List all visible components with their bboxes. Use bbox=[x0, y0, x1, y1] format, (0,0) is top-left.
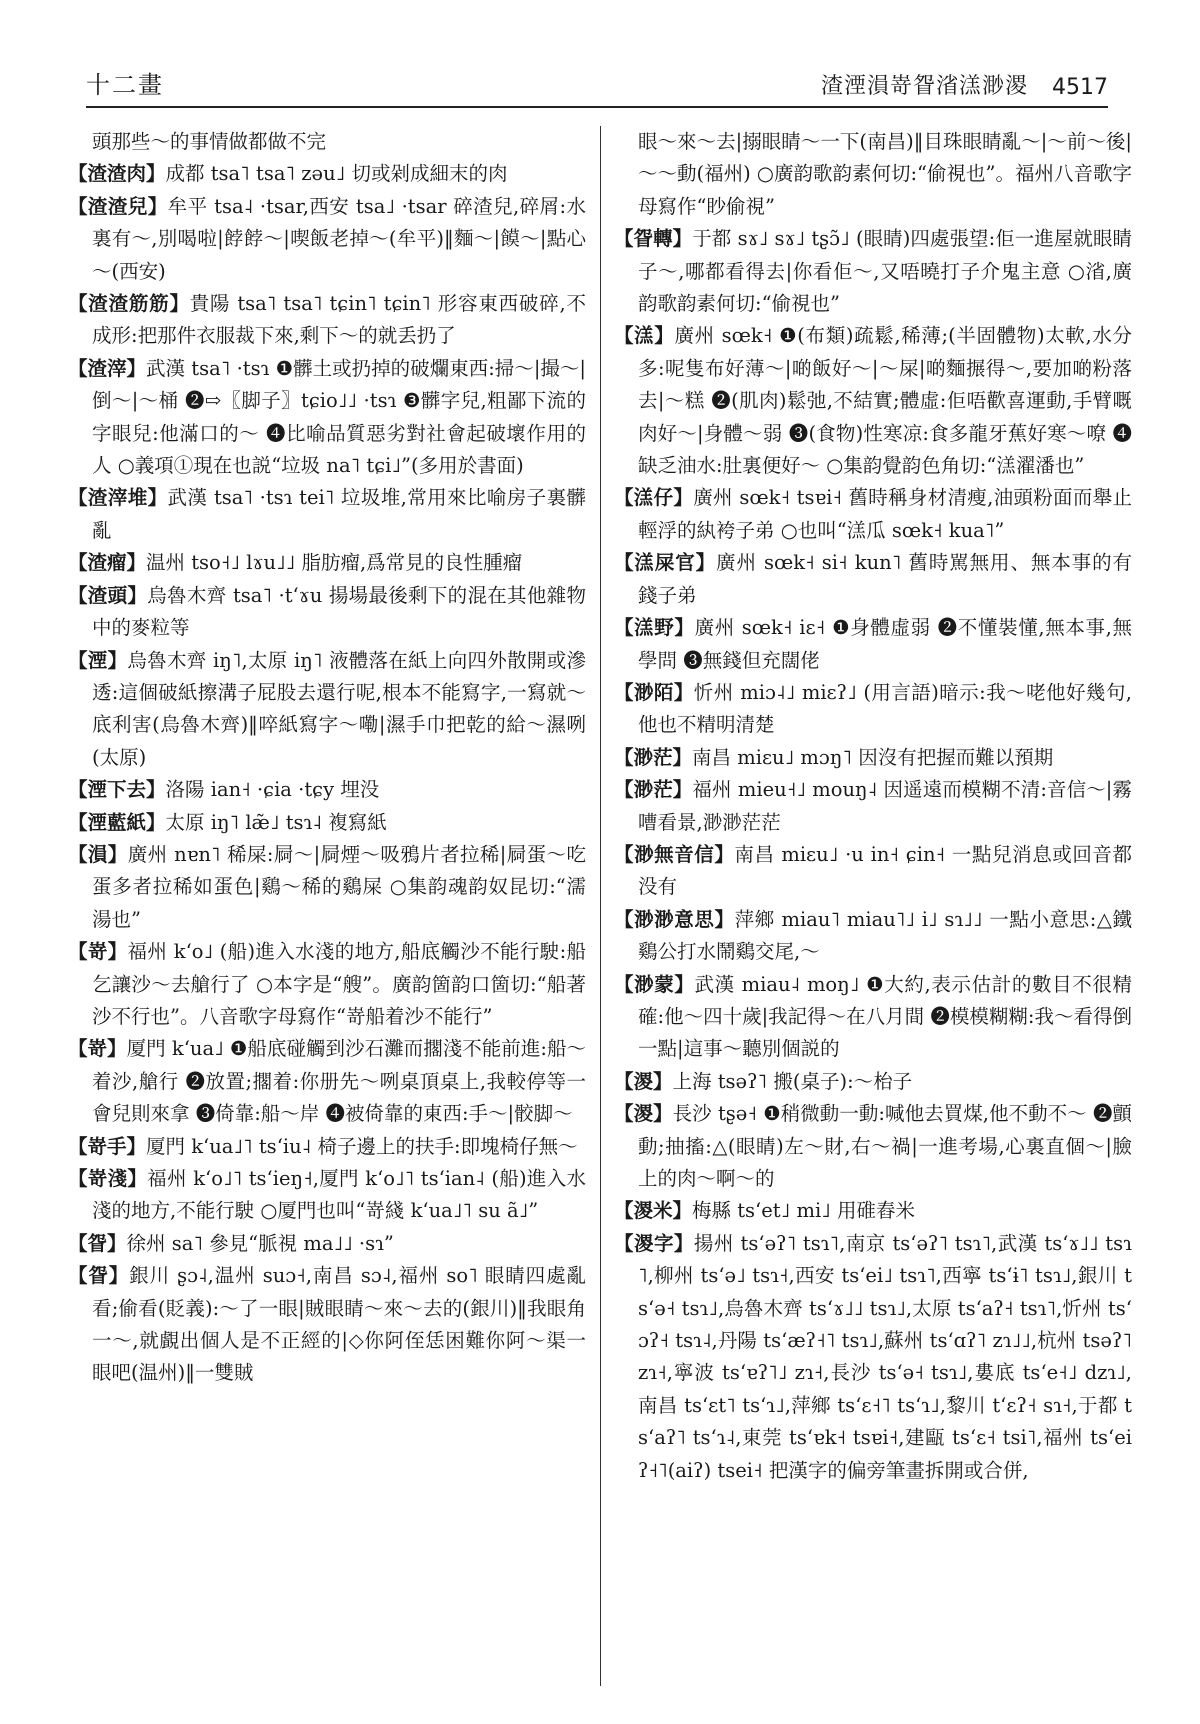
entry-definition: 梅縣 tsʻet˩ mi˩ 用碓舂米 bbox=[692, 1199, 915, 1223]
entry-headword: 【湮藍紙】 bbox=[68, 810, 166, 834]
entry-headword: 【溭】 bbox=[614, 1102, 673, 1126]
entry-definition: 南昌 miɛu˩ ·u in˧ ɕin˧ 一點兒消息或回音都没有 bbox=[638, 842, 1132, 899]
dictionary-entry bbox=[68, 839, 586, 936]
entry-headword: 【溭】 bbox=[614, 1069, 673, 1093]
dictionary-entry bbox=[68, 288, 586, 353]
dictionary-entry bbox=[614, 904, 1132, 969]
entry-definition: 温州 tso˧˩ lɤu˩˩ 脂肪瘤,爲常見的良性腫瘤 bbox=[146, 551, 523, 575]
dictionary-entry bbox=[614, 1228, 1132, 1487]
page-number: 4517 bbox=[1052, 75, 1108, 100]
columns bbox=[68, 126, 1132, 1724]
entry-definition: 揚州 tsʻəʔ˥ tsɿ˥,南京 tsʻəʔ˥ tsɿ˥,武漢 tsʻɤ˩˩ tsɿ˥,柳州 tsʻə˩ tsɿ˧,西安 tsʻei˩ tsɿ˥,西寧 tsʻɨ˥ tsɿ˩,銀川 tsʻə˧ tsɿ˩,烏魯木齊 tsʻɤ˩˩ tsɿ˩,太原 tsʻaʔ˧ tsɿ˥,忻州 tsʻɔʔ˧ tsɿ˨,丹陽 tsʻæʔ˧˥ tsɿ˩,蘇州 tsʻɑʔ˥ zɿ˩˩,杭州 tsəʔ˥ zɿ˧,寧波 tsʻɐʔ˥˩ zɿ˧,長沙 tsʻə˧ tsɿ˩,婁底 tsʻe˧˩ dzɿ˩,南昌 tsʻɛt˥ tsʻɿ˩,萍鄉 tsʻɛ˧˥ tsʻɿ˩,黎川 tʻɛʔ˧ sɿ˧,于都 tsʻaʔ˥ tsʻɿ˨,東莞 tsʻɐk˧ tsɐi˧,建甌 tsʻɛ˧ tsi˥,福州 tsʻeiʔ˧˥(aiʔ) tsei˧ 把漢字的偏旁筆畫拆開或合併, bbox=[638, 1231, 1132, 1482]
dictionary-entry bbox=[614, 547, 1132, 612]
dictionary-entry bbox=[68, 1260, 586, 1390]
entry-definition: 眼～來～去|搦眼睛～一下(南昌)‖目珠眼睛亂～|～前～後|～～動(福州) ○廣韵歌韵素何切:“偷視也”。福州八音歌字母寫作“眇偷視” bbox=[638, 130, 1132, 218]
entry-definition: 廣州 sœk˧ si˧ kun˥ 舊時駡無用、無本事的有錢子弟 bbox=[638, 551, 1132, 607]
dictionary-entry bbox=[68, 1131, 586, 1163]
right-column bbox=[614, 126, 1132, 1686]
entry-definition: 萍鄉 miau˥ miau˥˩ i˩ sɿ˩˩ 一點小意思:△鐵鷄公打水鬧鷄交尾,～ bbox=[638, 907, 1132, 964]
entry-definition: 武漢 tsa˥ ·tsɿ ❶髒土或扔掉的破爛東西:掃～|撮～|倒～|～桶 ❷⇨〖脚子〗tɕio˩˩ ·tsɿ ❸髒字兒,粗鄙下流的字眼兒:他滿口的～ ❹比喻品質惡劣對社會起破壞作用的人 ○義項①現在也説“垃圾 na˥ tɕi˩”(多用於書面) bbox=[92, 356, 586, 478]
entry-definition: 廣州 nɐn˥ 稀屎:屙～|屙煙～吸鴉片者拉稀|屙蛋～吃蛋多者拉稀如蛋色|鷄～稀的鷄屎 ○集韵魂韵奴昆切:“濡湯也” bbox=[92, 842, 586, 931]
dictionary-entry bbox=[68, 807, 586, 839]
entry-headword: 【溔】 bbox=[614, 324, 675, 348]
entry-headword: 【溭米】 bbox=[614, 1199, 693, 1223]
entry-definition: 徐州 sa˥ 參見“脈視 ma˩˩ ·sɿ” bbox=[126, 1231, 394, 1255]
dictionary-entry bbox=[614, 223, 1132, 320]
entry-headword: 【眢】 bbox=[68, 1264, 130, 1288]
entry-definition: 武漢 tsa˥ ·tsɿ tei˥ 垃圾堆,常用來比喻房子裏髒亂 bbox=[92, 486, 586, 542]
entry-headword: 【渺茫】 bbox=[614, 778, 693, 802]
entry-definition: 長沙 tʂə˧ ❶稍微動一動:喊他去買煤,他不動不～ ❷顫動;抽搐:△(眼睛)左～財,右～禍|一進考場,心裏直個～|臉上的肉～啊～的 bbox=[638, 1102, 1132, 1190]
page-header bbox=[86, 62, 1108, 108]
entry-headword: 【渣渣兒】 bbox=[68, 194, 168, 218]
dictionary-entry bbox=[614, 742, 1132, 774]
entry-definition: 福州 mieu˧˩ mouŋ˨ 因遥遠而模糊不清:音信～|霧嘈看景,渺渺茫茫 bbox=[638, 778, 1132, 834]
column-divider bbox=[600, 126, 601, 1686]
entry-headword: 【渣渣筋筋】 bbox=[68, 292, 190, 316]
entry-headword: 【溔屎官】 bbox=[614, 551, 717, 575]
dictionary-entry bbox=[614, 482, 1132, 547]
dictionary-entry bbox=[614, 1195, 1132, 1227]
entry-definition: 廣州 sœk˧ tsɐi˧ 舊時稱身材清瘦,油頭粉面而舉止輕浮的紈袴子弟 ○也叫“溔瓜 sœk˧ kua˥” bbox=[638, 486, 1132, 542]
entry-headword: 【眢轉】 bbox=[614, 227, 693, 251]
entry-headword: 【嵜】 bbox=[68, 1037, 127, 1061]
entry-headword: 【渣瘤】 bbox=[68, 551, 147, 575]
entry-definition: 武漢 miau˨ moŋ˩ ❶大約,表示估計的數目不很精確:他～四十歲|我記得～在八月間 ❷模模糊糊:我～看得倒一點|這事～聽別個説的 bbox=[638, 972, 1132, 1061]
entry-headword: 【溔野】 bbox=[614, 616, 695, 640]
entry-headword: 【渺陌】 bbox=[614, 680, 694, 704]
entry-headword: 【渺蒙】 bbox=[614, 972, 695, 996]
entry-headword: 【渺無音信】 bbox=[614, 842, 735, 866]
entry-headword: 【溳】 bbox=[68, 842, 128, 866]
entry-definition: 忻州 miɔ˨˩ miɛʔ˩ (用言語)暗示:我～咾他好幾句,他也不精明清楚 bbox=[638, 680, 1132, 737]
left-column bbox=[68, 126, 586, 1686]
dictionary-entry bbox=[614, 839, 1132, 904]
entry-headword: 【渺渺意思】 bbox=[614, 907, 735, 931]
entry-headword: 【湮下去】 bbox=[68, 778, 166, 802]
entry-definition: 厦門 kʻua˩˥ tsʻiu˨ 椅子邊上的扶手:即塊椅仔無～ bbox=[146, 1134, 578, 1158]
entry-definition: 廣州 sœk˧ ❶(布類)疏鬆,稀薄;(半固體物)太軟,水分多:呢隻布好薄～|啲飯好～|～屎|啲麵搌得～,要加啲粉落去|～糕 ❷(肌肉)鬆弛,不結實;體虛:佢唔歡喜運動,手臂嘅肉好～|身體～弱 ❸(食物)性寒凉:食多龍牙蕉好寒～嘹 ❹缺乏油水:肚裏便好～ ○集韵覺韵色角切:“溔濯潘也” bbox=[638, 324, 1132, 478]
entry-definition: 厦門 kʻua˩ ❶船底碰觸到沙石灘而擱淺不能前進:船～着沙,艙行 ❷放置;擱着:你册先～咧桌頂桌上,我較停等一會兒則來拿 ❸倚靠:船～岸 ❹被倚靠的東西:手～|骹脚～ bbox=[92, 1037, 586, 1126]
entry-headword: 【渣滓堆】 bbox=[68, 486, 168, 510]
section-title: 十二畫 bbox=[86, 71, 164, 99]
entry-definition: 烏魯木齊 iŋ˥,太原 iŋ˥ 液體落在紙上向四外散開或滲透:這個破紙擦溝子屁股去還行呢,根本不能寫字,一寫就～底利害(烏魯木齊)‖啐紙寫字～嘞|濕手巾把乾的給～濕咧(太原) bbox=[92, 648, 586, 769]
entry-definition: 福州 kʻo˩˥ tsʻieŋ˧,厦門 kʻo˩˥ tsʻian˨ (船)進入水淺的地方,不能行駛 ○厦門也叫“嵜綫 kʻua˩˥ su ã˩” bbox=[92, 1167, 586, 1223]
dictionary-entry bbox=[68, 353, 586, 483]
dictionary-entry bbox=[614, 1098, 1132, 1195]
entry-definition: 頭那些～的事情做都做不完 bbox=[92, 130, 327, 153]
entry-headword: 【渣渣肉】 bbox=[68, 162, 166, 186]
dictionary-entry bbox=[68, 1163, 586, 1228]
entry-definition: 烏魯木齊 tsa˥ ·tʻɤu 揚場最後剩下的混在其他雜物中的麥粒等 bbox=[92, 583, 586, 640]
dictionary-entry bbox=[68, 1228, 586, 1260]
dictionary-entry bbox=[68, 482, 586, 547]
dictionary-entry bbox=[68, 936, 586, 1033]
entry-definition: 南昌 miɛu˩ mɔŋ˥ 因沒有把握而難以預期 bbox=[692, 745, 1054, 769]
dictionary-entry bbox=[614, 612, 1132, 677]
dictionary-entry bbox=[68, 645, 586, 775]
dictionary-entry bbox=[614, 126, 1132, 223]
entry-headword: 【溭字】 bbox=[614, 1231, 694, 1255]
entry-headword: 【溔仔】 bbox=[614, 486, 694, 510]
entry-definition: 太原 iŋ˥ læ̃˩ tsɿ˨ 複寫紙 bbox=[165, 810, 387, 834]
entry-headword: 【湮】 bbox=[68, 648, 128, 672]
dictionary-entry bbox=[68, 126, 586, 158]
entry-definition: 成都 tsa˥ tsa˥ zəu˩ 切或剁成細末的肉 bbox=[165, 162, 508, 186]
entry-definition: 貴陽 tsa˥ tsa˥ tɕin˥ tɕin˥ 形容東西破碎,不成形:把那件衣服裁下來,剩下～的就丢扔了 bbox=[92, 292, 586, 348]
entry-headword: 【嵜】 bbox=[68, 940, 128, 964]
entry-headword: 【渣頭】 bbox=[68, 583, 148, 607]
header-right bbox=[821, 69, 1108, 106]
entry-definition: 牟平 tsa˨ ·tsar,西安 tsa˩ ·tsar 碎渣兒,碎屑:水裏有～,別喝啦|餑餑～|喫飯老掉～(牟平)‖麵～|饃～|點心～(西安) bbox=[92, 194, 586, 283]
entry-definition: 洛陽 ian˧ ·ɕia ·tɕy 埋没 bbox=[165, 778, 380, 802]
entry-definition: 銀川 ʂɔ˨,温州 suɔ˧,南昌 sɔ˨,福州 so˥ 眼睛四處亂看;偷看(貶義):～了一眼|賊眼睛～來～去的(銀川)‖我眼角一～,就覰出個人是不正經的|◇你阿侄恁困難你阿～渠一眼吧(温州)‖一雙賊 bbox=[92, 1264, 586, 1385]
dictionary-entry bbox=[614, 774, 1132, 839]
entry-headword: 【嵜淺】 bbox=[68, 1167, 148, 1190]
dictionary-entry bbox=[68, 547, 586, 579]
dictionary-entry bbox=[68, 158, 586, 190]
dictionary-entry bbox=[614, 320, 1132, 482]
entry-definition: 于都 sɤ˩ sɤ˩ tʂɔ̃˩ (眼睛)四處張望:佢一進屋就眼睛子～,哪都看得去|你看佢～,又唔曉打子介鬼主意 ○渻,廣韵歌韵素何切:“偷視也” bbox=[638, 227, 1132, 316]
dictionary-entry bbox=[614, 1066, 1132, 1098]
dictionary-entry bbox=[68, 580, 586, 645]
dictionary-entry bbox=[614, 969, 1132, 1066]
entry-headword: 【渺茫】 bbox=[614, 745, 693, 769]
entry-headword: 【渣滓】 bbox=[68, 356, 147, 380]
dictionary-entry bbox=[614, 677, 1132, 742]
entry-headword: 【眢】 bbox=[68, 1231, 127, 1255]
headword-range: 渣湮溳嵜眢渻溔渺溭 bbox=[820, 74, 1028, 99]
dictionary-entry bbox=[68, 191, 586, 288]
dictionary-entry bbox=[68, 1033, 586, 1130]
dictionary-entry bbox=[68, 774, 586, 806]
entry-headword: 【嵜手】 bbox=[68, 1134, 147, 1158]
entry-definition: 上海 tsəʔ˥ 搬(桌子):～枱子 bbox=[672, 1069, 913, 1093]
entry-definition: 福州 kʻo˩ (船)進入水淺的地方,船底觸沙不能行駛:船乞讓沙～去艙行了 ○本字是“艘”。廣韵箇韵口箇切:“船著沙不行也”。八音歌字母寫作“嵜船着沙不能行” bbox=[92, 940, 586, 1028]
entry-definition: 廣州 sœk˧ iɛ˧ ❶身體虛弱 ❷不懂裝懂,無本事,無學問 ❸無錢但充闊佬 bbox=[638, 616, 1132, 672]
